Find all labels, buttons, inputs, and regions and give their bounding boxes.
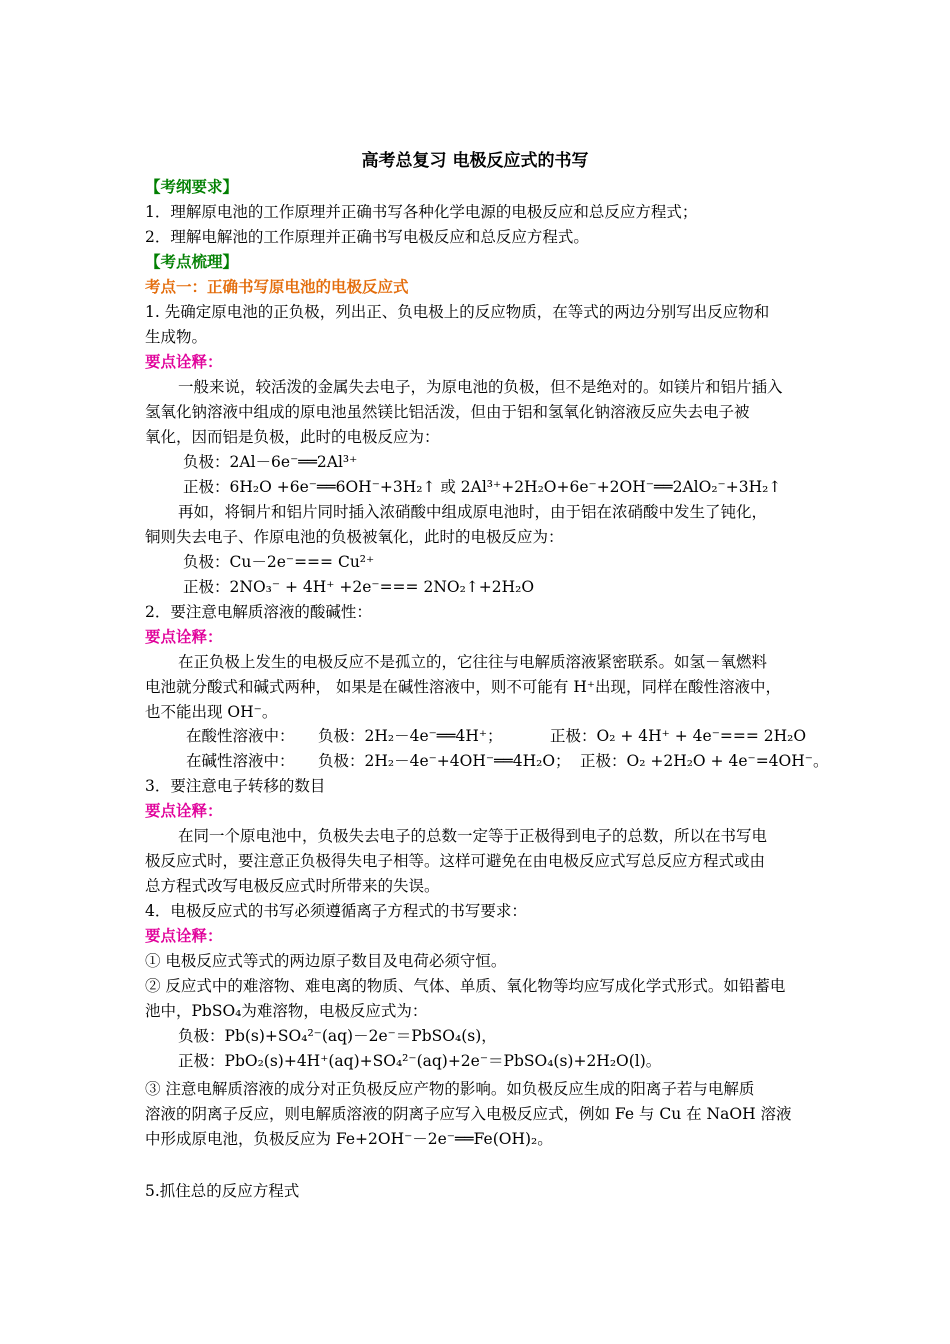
paragraph-line: 中形成原电池，负极反应为 Fe+2OH⁻－2e⁻══Fe(OH)₂。 [145,1130,553,1148]
paragraph-line: 溶液的阴离子反应，则电解质溶液的阴离子应写入电极反应式，例如 Fe 与 Cu 在 NaOH 溶液 [145,1105,792,1123]
negative-label: 负极： [183,553,230,571]
key-note-label: 要点诠释： [145,801,223,820]
equation: 正极：O₂ + 4H⁺ + 4e⁻=== 2H₂O [550,727,807,745]
equation: 2Al－6e⁻══2Al³⁺ [229,453,358,471]
equation: 2NO₃⁻ + 4H⁺ +2e⁻=== 2NO₂↑+2H₂O [229,578,535,596]
paragraph-line: 一般来说，较活泼的金属失去电子，为原电池的负极，但不是绝对的。如镁片和铝片插入 [178,378,783,396]
paragraph-line: 在同一个原电池中，负极失去电子的总数一定等于正极得到电子的总数，所以在书写电 [178,827,768,845]
paragraph-line: 池中，PbSO₄为难溶物，电极反应式为： [145,1002,428,1020]
requirement-2: 2．理解电解池的工作原理并正确书写电极反应和总反应方程式。 [145,228,589,246]
paragraph-line: 也不能出现 OH⁻。 [145,703,278,721]
key-note-label: 要点诠释： [145,627,223,646]
paragraph-line: 再如，将铜片和铝片同时插入浓硝酸中组成原电池时，由于铝在浓硝酸中发生了钝化， [178,503,768,521]
page-title: 高考总复习 电极反应式的书写 [361,151,589,171]
equation: Cu－2e⁻=== Cu²⁺ [229,553,375,571]
equation-line [183,452,357,472]
equation-line [178,1051,661,1071]
equation: 正极：O₂ +2H₂O + 4e⁻=4OH⁻。 [580,752,829,770]
negative-label: 负极： [178,1027,225,1045]
key-note-label: 要点诠释： [145,926,223,945]
equation-line [186,751,828,771]
positive-label: 正极： [183,578,230,596]
section-heading-requirements: 【考纲要求】 [145,177,239,196]
key-note-label: 要点诠释： [145,352,223,371]
section-heading-points: 【考点梳理】 [145,252,239,271]
paragraph-line: 总方程式改写电极反应式时所带来的失误。 [145,877,440,895]
paragraph-line: 极反应式时，要注意正负极得失电子相等。这样可避免在由电极反应式写总反应方程式或由 [145,852,766,870]
equation: Pb(s)+SO₄²⁻(aq)－2e⁻＝PbSO₄(s)， [224,1027,497,1045]
base-label: 在碱性溶液中： [186,752,295,770]
paragraph-line: 生成物。 [145,328,208,346]
equation: PbO₂(s)+4H⁺(aq)+SO₄²⁻(aq)+2e⁻＝PbSO₄(s)+2H₂O(l)。 [224,1052,662,1070]
paragraph-line: 3．要注意电子转移的数目 [145,777,326,795]
equation: 负极：2H₂－4e⁻+4OH⁻══4H₂O； [318,752,571,770]
equation: 负极：2H₂－4e⁻══4H⁺； [318,727,503,745]
negative-label: 负极： [183,453,230,471]
acid-label: 在酸性溶液中： [186,727,295,745]
paragraph-line: 电池就分酸式和碱式两种， 如果是在碱性溶液中，则不可能有 H⁺出现，同样在酸性溶液中， [145,678,782,696]
equation-line [186,726,806,746]
list-item: ① 电极反应式等式的两边原子数目及电荷必须守恒。 [145,952,507,970]
paragraph-line: 5.抓住总的反应方程式 [145,1182,300,1200]
paragraph-line: 1. 先确定原电池的正负极，列出正、负电极上的反应物质，在等式的两边分别写出反应物和 [145,303,770,321]
paragraph-line: 氢氧化钠溶液中组成的原电池虽然镁比铝活泼，但由于铝和氢氧化钠溶液反应失去电子被 [145,403,750,421]
equation: 6H₂O +6e⁻══6OH⁻+3H₂↑ 或 2Al³⁺+2H₂O+6e⁻+2OH⁻══2AlO₂⁻+3H₂↑ [229,478,782,496]
equation-line [183,477,781,497]
point-1-heading: 考点一：正确书写原电池的电极反应式 [145,277,409,296]
requirement-1: 1．理解原电池的工作原理并正确书写各种化学电源的电极反应和总反应方程式； [145,203,698,221]
paragraph-line: 铜则失去电子、作原电池的负极被氧化，此时的电极反应为： [145,528,564,546]
paragraph-line: 氧化，因而铝是负极，此时的电极反应为： [145,428,440,446]
equation-line [178,1026,497,1046]
positive-label: 正极： [178,1052,225,1070]
equation-line [183,552,374,572]
positive-label: 正极： [183,478,230,496]
paragraph-line: 2．要注意电解质溶液的酸碱性： [145,603,372,621]
list-item: ② 反应式中的难溶物、难电离的物质、气体、单质、氧化物等均应写成化学式形式。如铅蓄电 [145,977,786,995]
paragraph-line: 在正负极上发生的电极反应不是孤立的，它往往与电解质溶液紧密联系。如氢－氧燃料 [178,653,768,671]
paragraph-line: 4．电极反应式的书写必须遵循离子方程式的书写要求： [145,902,527,920]
list-item: ③ 注意电解质溶液的成分对正负极反应产物的影响。如负极反应生成的阳离子若与电解质 [145,1080,755,1098]
equation-line [183,577,534,597]
